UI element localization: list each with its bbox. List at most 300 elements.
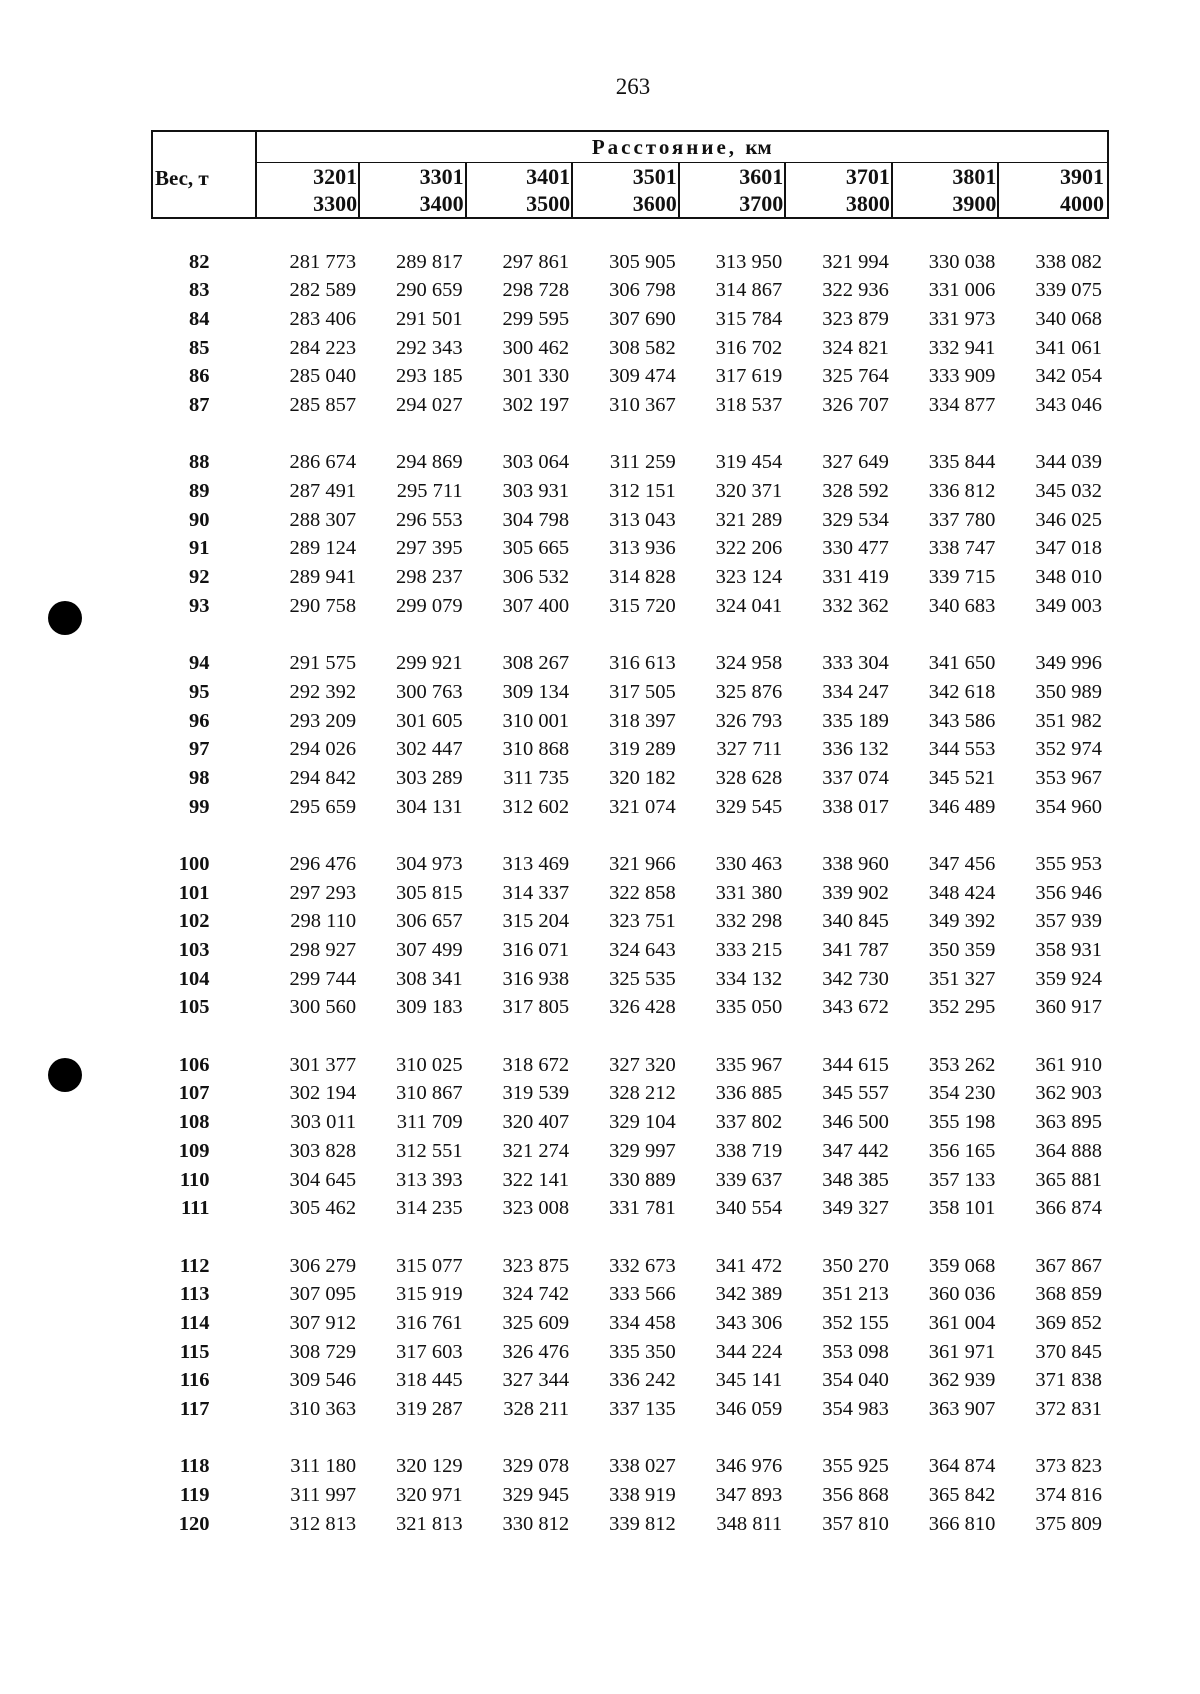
tariff-cell: 358 931 <box>1035 939 1102 962</box>
distance-range-header <box>895 163 1002 219</box>
table-row <box>152 850 1108 879</box>
group-spacer <box>152 1022 1108 1051</box>
weight-cell: 96 <box>189 709 210 732</box>
tariff-cell: 340 068 <box>1035 307 1102 330</box>
tariff-cell: 338 919 <box>609 1484 676 1507</box>
tariff-cell: 335 189 <box>822 709 889 732</box>
tariff-cell: 334 877 <box>928 393 996 416</box>
tariff-cell: 304 973 <box>396 852 463 875</box>
tariff-cell: 316 761 <box>396 1311 463 1334</box>
tariff-cell: 306 798 <box>609 279 676 302</box>
tariff-cell: 333 215 <box>715 939 783 962</box>
tariff-cell: 344 615 <box>822 1053 889 1076</box>
tariff-cell: 309 546 <box>289 1369 357 1392</box>
tariff-cell: 369 852 <box>1035 1311 1102 1334</box>
spacer-cell <box>152 821 1108 850</box>
tariff-cell: 290 758 <box>289 594 357 617</box>
weight-cell: 84 <box>189 307 210 330</box>
tariff-cell: 343 672 <box>822 996 889 1019</box>
tariff-cell: 322 936 <box>822 279 889 302</box>
range-from: 3201 <box>313 163 360 190</box>
tariff-cell: 364 874 <box>928 1455 996 1478</box>
tariff-cell: 314 867 <box>715 279 783 302</box>
table-row <box>152 707 1108 736</box>
tariff-cell: 346 976 <box>715 1455 783 1478</box>
tariff-cell: 317 505 <box>609 680 676 703</box>
table-row <box>152 506 1108 535</box>
tariff-cell: 322 206 <box>715 537 783 560</box>
weight-cell: 94 <box>189 652 210 675</box>
tariff-cell: 310 363 <box>289 1398 357 1421</box>
tariff-cell: 330 812 <box>502 1512 570 1535</box>
tariff-cell: 298 728 <box>502 279 570 302</box>
tariff-cell: 331 973 <box>928 307 996 330</box>
spacer-cell <box>152 621 1108 650</box>
distance-unit: км <box>745 134 772 159</box>
tariff-cell: 349 327 <box>822 1197 889 1220</box>
tariff-cell: 361 971 <box>928 1340 996 1363</box>
tariff-cell: 337 802 <box>715 1111 783 1134</box>
tariff-cell: 319 287 <box>396 1398 463 1421</box>
table-row <box>152 1481 1108 1510</box>
tariff-table-container <box>151 130 1109 1539</box>
tariff-cell: 297 395 <box>396 537 463 560</box>
tariff-cell: 333 304 <box>822 652 889 675</box>
tariff-cell: 303 828 <box>289 1139 357 1162</box>
tariff-cell: 357 133 <box>928 1168 996 1191</box>
tariff-cell: 327 344 <box>502 1369 570 1392</box>
tariff-cell: 307 400 <box>502 594 570 617</box>
range-to: 4000 <box>1060 191 1104 216</box>
tariff-cell: 345 521 <box>928 766 996 789</box>
tariff-cell: 330 038 <box>928 250 996 273</box>
tariff-cell: 309 183 <box>396 996 463 1019</box>
weight-cell: 106 <box>178 1053 210 1076</box>
tariff-cell: 311 180 <box>290 1455 357 1478</box>
table-row <box>152 793 1108 822</box>
tariff-cell: 355 198 <box>928 1111 996 1134</box>
tariff-cell: 303 289 <box>396 766 463 789</box>
tariff-cell: 294 842 <box>289 766 357 789</box>
tariff-cell: 310 025 <box>396 1053 463 1076</box>
weight-cell: 115 <box>179 1340 210 1363</box>
table-row <box>152 1280 1108 1309</box>
weight-cell: 111 <box>181 1197 210 1220</box>
weight-cell: 86 <box>189 365 210 388</box>
tariff-cell: 323 124 <box>715 566 783 589</box>
table-row <box>152 1309 1108 1338</box>
tariff-cell: 313 043 <box>609 508 676 531</box>
tariff-cell: 306 279 <box>289 1254 357 1277</box>
tariff-cell: 366 810 <box>928 1512 996 1535</box>
tariff-cell: 311 259 <box>609 451 676 474</box>
page-number: 263 <box>615 74 651 99</box>
tariff-cell: 313 936 <box>609 537 676 560</box>
tariff-cell: 312 602 <box>502 795 570 818</box>
weight-cell: 113 <box>179 1283 210 1306</box>
weight-cell: 104 <box>178 967 210 990</box>
tariff-cell: 329 997 <box>609 1139 676 1162</box>
table-row <box>152 879 1108 908</box>
tariff-cell: 305 905 <box>609 250 676 273</box>
tariff-cell: 352 295 <box>928 996 996 1019</box>
tariff-cell: 335 350 <box>609 1340 676 1363</box>
tariff-cell: 346 489 <box>928 795 996 818</box>
distance-range-header <box>1001 163 1108 219</box>
tariff-cell: 329 945 <box>502 1484 570 1507</box>
tariff-cell: 327 320 <box>609 1053 676 1076</box>
tariff-cell: 343 046 <box>1035 393 1102 416</box>
tariff-cell: 339 812 <box>609 1512 676 1535</box>
tariff-cell: 336 132 <box>822 738 889 761</box>
tariff-cell: 323 875 <box>502 1254 570 1277</box>
tariff-cell: 344 224 <box>715 1340 783 1363</box>
group-spacer <box>152 218 1108 248</box>
tariff-cell: 326 793 <box>715 709 783 732</box>
weight-cell: 83 <box>189 279 210 302</box>
tariff-cell: 359 924 <box>1035 967 1102 990</box>
tariff-cell: 367 867 <box>1035 1254 1102 1277</box>
weight-cell: 116 <box>179 1369 210 1392</box>
tariff-cell: 291 501 <box>396 307 463 330</box>
tariff-cell: 334 247 <box>822 680 889 703</box>
tariff-cell: 320 182 <box>609 766 676 789</box>
tariff-cell: 329 534 <box>822 508 889 531</box>
tariff-cell: 305 815 <box>396 881 463 904</box>
tariff-cell: 334 458 <box>609 1311 676 1334</box>
tariff-cell: 289 124 <box>289 537 357 560</box>
tariff-cell: 352 155 <box>822 1311 889 1334</box>
tariff-cell: 326 707 <box>822 393 889 416</box>
tariff-cell: 362 939 <box>928 1369 996 1392</box>
spacer-cell <box>152 1223 1108 1252</box>
range-from: 3601 <box>739 163 786 190</box>
tariff-cell: 359 068 <box>928 1254 996 1277</box>
tariff-cell: 328 211 <box>503 1398 570 1421</box>
tariff-cell: 312 551 <box>396 1139 463 1162</box>
tariff-cell: 336 885 <box>715 1082 783 1105</box>
distance-range-header <box>575 163 682 219</box>
tariff-cell: 335 844 <box>928 451 996 474</box>
punch-hole-mark <box>48 1058 82 1092</box>
tariff-cell: 315 784 <box>715 307 783 330</box>
tariff-cell: 332 673 <box>609 1254 676 1277</box>
tariff-cell: 345 557 <box>822 1082 889 1105</box>
spacer-cell <box>152 218 1108 248</box>
tariff-cell: 320 371 <box>715 480 783 503</box>
tariff-cell: 313 469 <box>502 852 570 875</box>
tariff-cell: 327 711 <box>716 738 783 761</box>
tariff-cell: 317 603 <box>396 1340 463 1363</box>
tariff-cell: 307 690 <box>609 307 676 330</box>
tariff-cell: 321 074 <box>609 795 676 818</box>
distance-header <box>256 131 1108 163</box>
weight-cell: 91 <box>189 537 210 560</box>
weight-cell: 114 <box>179 1311 210 1334</box>
tariff-cell: 349 392 <box>928 910 996 933</box>
tariff-cell: 328 212 <box>609 1082 676 1105</box>
table-row <box>152 1510 1108 1539</box>
tariff-cell: 354 040 <box>822 1369 889 1392</box>
distance-range-header <box>362 163 469 219</box>
tariff-cell: 340 683 <box>928 594 996 617</box>
tariff-cell: 354 983 <box>822 1398 889 1421</box>
weight-cell: 95 <box>189 680 210 703</box>
range-to: 3800 <box>846 190 893 217</box>
weight-cell: 101 <box>178 881 210 904</box>
table-row <box>152 1194 1108 1223</box>
tariff-cell: 302 447 <box>396 738 463 761</box>
tariff-cell: 322 141 <box>502 1168 570 1191</box>
tariff-cell: 331 781 <box>609 1197 676 1220</box>
weight-cell: 89 <box>189 480 210 503</box>
tariff-cell: 286 674 <box>289 451 357 474</box>
table-row <box>152 1166 1108 1195</box>
weight-cell: 99 <box>189 795 210 818</box>
weight-cell: 119 <box>179 1484 210 1507</box>
tariff-cell: 319 454 <box>715 451 783 474</box>
tariff-cell: 285 857 <box>289 393 357 416</box>
table-row <box>152 649 1108 678</box>
tariff-cell: 298 237 <box>396 566 463 589</box>
tariff-cell: 321 289 <box>715 508 783 531</box>
table-row <box>152 908 1108 937</box>
table-row <box>152 334 1108 363</box>
table-row <box>152 994 1108 1023</box>
tariff-cell: 362 903 <box>1035 1082 1102 1105</box>
weight-cell: 85 <box>189 336 210 359</box>
range-to: 3500 <box>526 190 573 217</box>
tariff-cell: 317 805 <box>502 996 570 1019</box>
tariff-cell: 341 472 <box>715 1254 783 1277</box>
tariff-cell: 316 702 <box>715 336 783 359</box>
range-from: 3901 <box>1060 164 1104 189</box>
tariff-cell: 349 996 <box>1035 652 1102 675</box>
tariff-cell: 299 744 <box>289 967 357 990</box>
weight-cell: 82 <box>189 250 210 273</box>
tariff-cell: 356 946 <box>1035 881 1102 904</box>
tariff-cell: 300 560 <box>289 996 357 1019</box>
tariff-cell: 320 971 <box>396 1484 463 1507</box>
tariff-cell: 339 902 <box>822 881 889 904</box>
tariff-cell: 290 659 <box>396 279 463 302</box>
tariff-cell: 356 165 <box>928 1139 996 1162</box>
table-row <box>152 535 1108 564</box>
tariff-cell: 338 747 <box>928 537 996 560</box>
weight-cell: 92 <box>189 566 210 589</box>
tariff-cell: 350 359 <box>928 939 996 962</box>
weight-cell: 103 <box>178 939 210 962</box>
tariff-cell: 309 134 <box>502 680 570 703</box>
tariff-cell: 321 994 <box>822 250 889 273</box>
tariff-cell: 294 027 <box>396 393 463 416</box>
tariff-cell: 301 605 <box>396 709 463 732</box>
table-row <box>152 1051 1108 1080</box>
range-to: 3400 <box>420 190 467 217</box>
tariff-cell: 308 267 <box>502 652 570 675</box>
weight-cell: 93 <box>189 594 210 617</box>
weight-cell: 118 <box>179 1455 210 1478</box>
tariff-cell: 299 595 <box>502 307 570 330</box>
spacer-cell <box>152 1022 1108 1051</box>
tariff-cell: 357 939 <box>1035 910 1102 933</box>
tariff-cell: 314 828 <box>609 566 676 589</box>
tariff-cell: 303 011 <box>290 1111 357 1134</box>
tariff-cell: 328 628 <box>715 766 783 789</box>
table-header <box>152 131 1108 218</box>
tariff-cell: 314 337 <box>502 881 570 904</box>
tariff-cell: 299 079 <box>396 594 463 617</box>
tariff-cell: 330 889 <box>609 1168 676 1191</box>
tariff-cell: 316 071 <box>502 939 570 962</box>
range-to: 3700 <box>739 190 786 217</box>
tariff-cell: 335 050 <box>715 996 783 1019</box>
weight-cell: 117 <box>179 1398 210 1421</box>
tariff-cell: 309 474 <box>609 365 676 388</box>
tariff-cell: 311 735 <box>503 766 570 789</box>
tariff-cell: 293 185 <box>396 365 463 388</box>
tariff-cell: 318 445 <box>396 1369 463 1392</box>
tariff-cell: 325 535 <box>609 967 676 990</box>
tariff-cell: 374 816 <box>1035 1484 1102 1507</box>
tariff-cell: 293 209 <box>289 709 357 732</box>
tariff-cell: 327 649 <box>822 451 889 474</box>
weight-cell: 107 <box>178 1082 210 1105</box>
table-row <box>152 477 1108 506</box>
tariff-cell: 283 406 <box>289 307 357 330</box>
tariff-cell: 316 938 <box>502 967 570 990</box>
tariff-cell: 345 141 <box>715 1369 783 1392</box>
tariff-cell: 375 809 <box>1035 1512 1102 1535</box>
distance-range-header <box>469 163 576 219</box>
weight-cell: 88 <box>189 451 210 474</box>
tariff-cell: 303 064 <box>502 451 570 474</box>
table-row <box>152 735 1108 764</box>
weight-column-header: Вес, т <box>152 131 256 218</box>
weight-cell: 98 <box>189 766 210 789</box>
weight-cell: 112 <box>179 1254 210 1277</box>
tariff-cell: 326 476 <box>502 1340 570 1363</box>
tariff-cell: 310 867 <box>396 1082 463 1105</box>
tariff-cell: 296 476 <box>289 852 357 875</box>
tariff-cell: 321 966 <box>609 852 676 875</box>
weight-cell: 120 <box>178 1512 210 1535</box>
tariff-cell: 291 575 <box>289 652 357 675</box>
tariff-cell: 347 893 <box>715 1484 783 1507</box>
tariff-cell: 344 553 <box>928 738 996 761</box>
tariff-cell: 306 532 <box>502 566 570 589</box>
tariff-cell: 312 813 <box>289 1512 357 1535</box>
tariff-cell: 295 711 <box>396 480 463 503</box>
tariff-cell: 361 910 <box>1035 1053 1102 1076</box>
table-row <box>152 678 1108 707</box>
weight-cell: 97 <box>189 738 210 761</box>
group-spacer <box>152 821 1108 850</box>
table-row <box>152 1338 1108 1367</box>
table-row <box>152 1108 1108 1137</box>
tariff-cell: 307 095 <box>289 1283 357 1306</box>
tariff-cell: 325 764 <box>822 365 889 388</box>
tariff-cell: 339 075 <box>1035 279 1102 302</box>
tariff-cell: 320 407 <box>502 1111 570 1134</box>
tariff-cell: 346 059 <box>715 1398 783 1421</box>
tariff-table <box>151 130 1109 1539</box>
tariff-cell: 324 643 <box>609 939 676 962</box>
table-row <box>152 592 1108 621</box>
tariff-cell: 323 751 <box>609 910 676 933</box>
range-to: 3300 <box>313 190 360 217</box>
tariff-cell: 323 008 <box>502 1197 570 1220</box>
tariff-cell: 315 204 <box>502 910 570 933</box>
tariff-cell: 313 950 <box>715 250 783 273</box>
distance-range-header <box>788 163 895 219</box>
tariff-cell: 338 960 <box>822 852 889 875</box>
tariff-cell: 328 592 <box>822 480 889 503</box>
tariff-cell: 317 619 <box>715 365 783 388</box>
tariff-cell: 298 110 <box>290 910 357 933</box>
tariff-cell: 318 397 <box>609 709 676 732</box>
tariff-cell: 296 553 <box>396 508 463 531</box>
table-row <box>152 936 1108 965</box>
tariff-cell: 294 869 <box>396 451 463 474</box>
tariff-cell: 284 223 <box>289 336 357 359</box>
tariff-cell: 347 442 <box>822 1139 889 1162</box>
range-from: 3701 <box>846 163 893 190</box>
tariff-cell: 324 958 <box>715 652 783 675</box>
tariff-cell: 347 018 <box>1035 537 1102 560</box>
tariff-cell: 339 637 <box>715 1168 783 1191</box>
tariff-cell: 301 377 <box>289 1053 357 1076</box>
weight-cell: 87 <box>189 393 210 416</box>
tariff-cell: 302 197 <box>502 393 570 416</box>
tariff-cell: 351 213 <box>822 1283 889 1306</box>
tariff-cell: 368 859 <box>1035 1283 1102 1306</box>
tariff-cell: 330 477 <box>822 537 889 560</box>
tariff-cell: 294 026 <box>289 738 357 761</box>
tariff-cell: 341 061 <box>1035 336 1102 359</box>
tariff-cell: 363 895 <box>1035 1111 1102 1134</box>
tariff-cell: 330 463 <box>715 852 783 875</box>
tariff-cell: 318 672 <box>502 1053 570 1076</box>
tariff-cell: 360 036 <box>928 1283 996 1306</box>
tariff-cell: 329 104 <box>609 1111 676 1134</box>
tariff-cell: 307 912 <box>289 1311 357 1334</box>
tariff-cell: 357 810 <box>822 1512 889 1535</box>
group-spacer <box>152 420 1108 449</box>
tariff-cell: 338 017 <box>822 795 889 818</box>
tariff-cell: 348 385 <box>822 1168 889 1191</box>
tariff-cell: 355 953 <box>1035 852 1102 875</box>
tariff-cell: 289 817 <box>396 250 463 273</box>
weight-cell: 102 <box>178 910 210 933</box>
tariff-cell: 346 025 <box>1035 508 1102 531</box>
tariff-cell: 316 613 <box>609 652 676 675</box>
tariff-cell: 348 010 <box>1035 566 1102 589</box>
tariff-cell: 308 341 <box>396 967 463 990</box>
table-row <box>152 362 1108 391</box>
tariff-cell: 342 730 <box>822 967 889 990</box>
tariff-cell: 307 499 <box>396 939 463 962</box>
tariff-cell: 363 907 <box>928 1398 996 1421</box>
tariff-cell: 310 868 <box>502 738 570 761</box>
weight-cell: 108 <box>178 1111 210 1134</box>
tariff-cell: 325 609 <box>502 1311 570 1334</box>
tariff-cell: 325 876 <box>715 680 783 703</box>
tariff-cell: 336 242 <box>609 1369 676 1392</box>
tariff-cell: 314 235 <box>396 1197 463 1220</box>
tariff-cell: 365 881 <box>1035 1168 1102 1191</box>
tariff-cell: 318 537 <box>715 393 783 416</box>
